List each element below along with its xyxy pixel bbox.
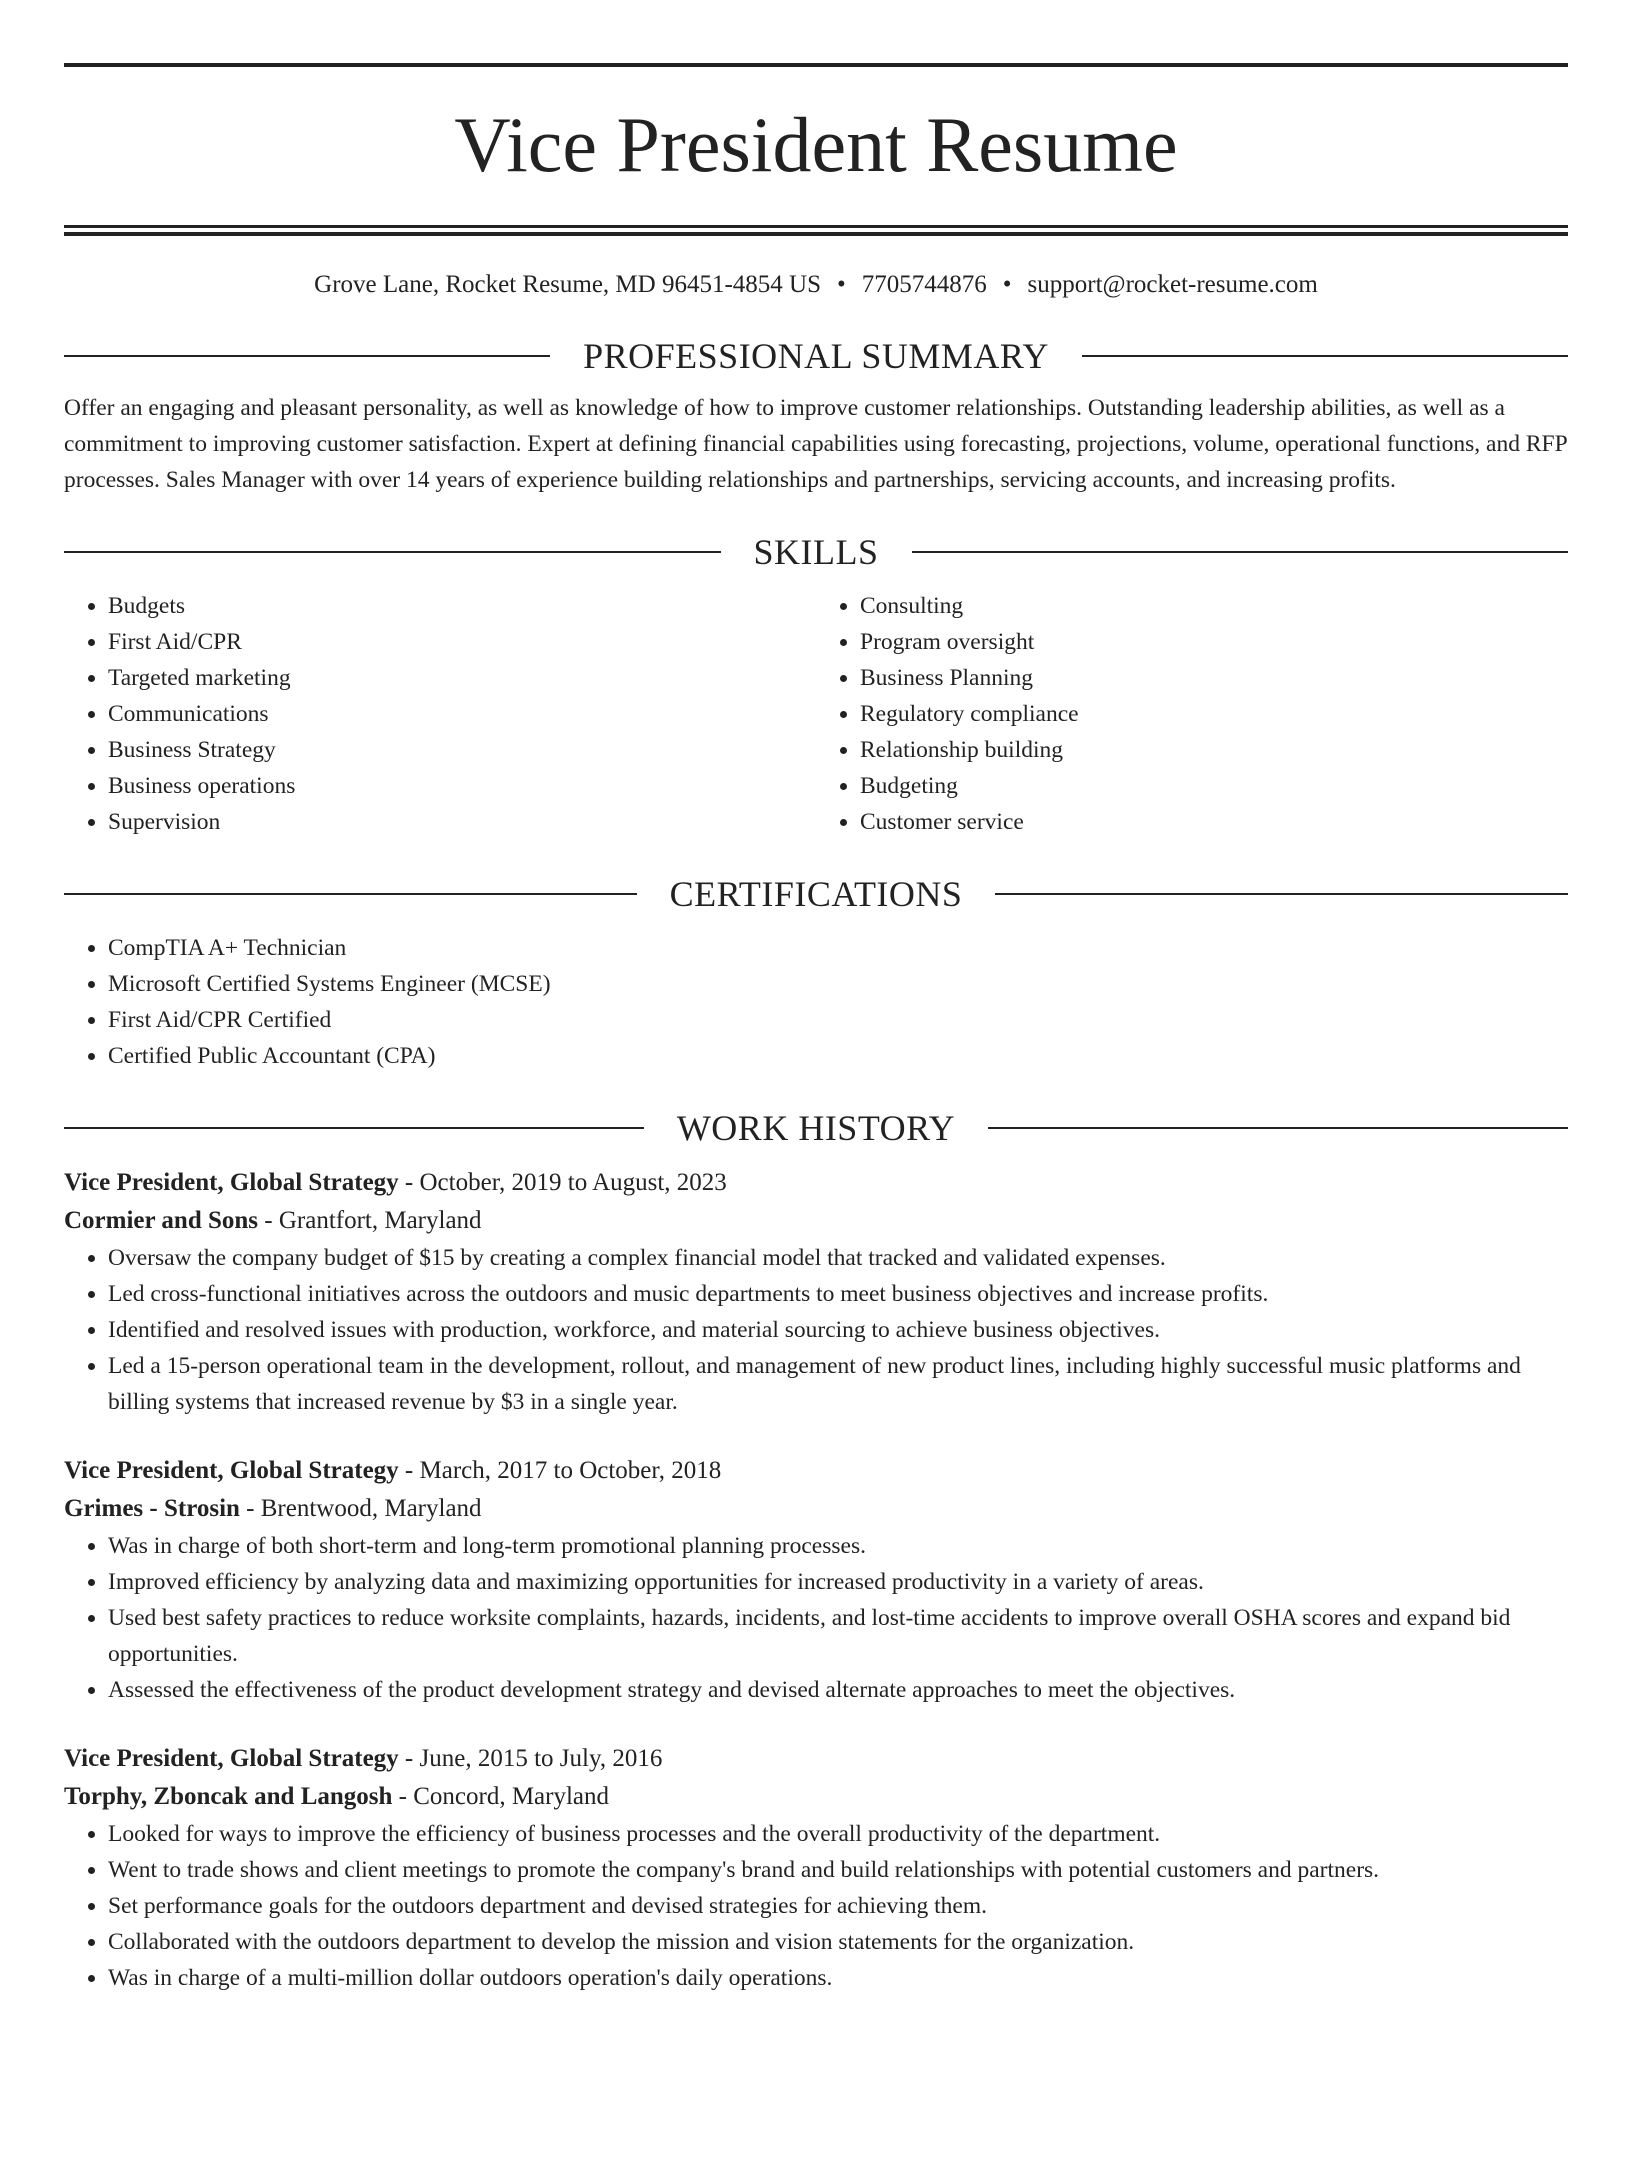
job-title: Vice President, Global Strategy [64, 1745, 399, 1772]
job-company: Torphy, Zboncak and Langosh [64, 1783, 393, 1810]
skills-grid [64, 588, 1568, 840]
heading-rule [64, 551, 721, 553]
job-title: Vice President, Global Strategy [64, 1169, 399, 1196]
top-rule [64, 63, 1568, 67]
skill-item: • Program oversight [860, 624, 1568, 660]
job-bullet: • Identified and resolved issues with production, workforce, and material sourcing to achieve business objectives. [108, 1312, 1568, 1348]
section-title: PROFESSIONAL SUMMARY [583, 336, 1049, 376]
title-double-rule [64, 225, 1568, 236]
certification-item: • First Aid/CPR Certified [108, 1002, 1568, 1038]
certifications-list [64, 930, 1568, 1074]
skill-item: • Customer service [860, 804, 1568, 840]
job-bullet: • Was in charge of a multi-million dollar outdoors operation's daily operations. [108, 1960, 1568, 1996]
job-company-line [64, 1778, 1568, 1816]
job-bullet: • Oversaw the company budget of $15 by creating a complex financial model that tracked and validated expenses. [108, 1240, 1568, 1276]
contact-email: support@rocket-resume.com [1027, 271, 1318, 298]
job-entry [64, 1164, 1568, 1420]
job-company: Grimes - Strosin [64, 1495, 240, 1522]
section-title: SKILLS [753, 532, 879, 572]
section-heading-certifications [64, 872, 1568, 916]
skill-item: • Budgets [108, 588, 816, 624]
job-location: - Grantfort, Maryland [258, 1207, 482, 1234]
contact-phone: 7705744876 [861, 271, 987, 298]
skill-item: • Relationship building [860, 732, 1568, 768]
job-company-line [64, 1490, 1568, 1528]
heading-rule [988, 1127, 1568, 1129]
job-title-line [64, 1740, 1568, 1778]
heading-rule [912, 551, 1569, 553]
job-dates: - June, 2015 to July, 2016 [398, 1745, 663, 1772]
job-bullets [64, 1240, 1568, 1420]
job-title: Vice President, Global Strategy [64, 1457, 399, 1484]
certification-item: • Certified Public Accountant (CPA) [108, 1038, 1568, 1074]
contact-address: Grove Lane, Rocket Resume, MD 96451-4854 US [314, 271, 822, 298]
job-bullet: • Went to trade shows and client meetings to promote the company's brand and build relationships with potential customers and partners. [108, 1852, 1568, 1888]
summary-text: Offer an engaging and pleasant personality, as well as knowledge of how to improve customer relationships. Outstanding leadership abilities, as well as a commitment to improving customer satisfaction. Expert at defining financial capabilities using forecasting, projections, volume, operational functions, and RFP processes. Sales Manager with over 14 years of experience building relationships and partnerships, servicing accounts, and increasing profits. [64, 395, 1567, 493]
job-entry [64, 1452, 1568, 1708]
skill-item: • Targeted marketing [108, 660, 816, 696]
job-bullet: • Looked for ways to improve the efficiency of business processes and the overall productivity of the department. [108, 1816, 1568, 1852]
job-title-line [64, 1164, 1568, 1202]
skill-item: • First Aid/CPR [108, 624, 816, 660]
heading-rule [64, 355, 550, 357]
section-title: WORK HISTORY [676, 1108, 956, 1148]
skills-column-right [816, 588, 1568, 840]
contact-separator: • [837, 271, 846, 298]
resume-page [0, 63, 1632, 2175]
skill-item: • Business Strategy [108, 732, 816, 768]
job-company: Cormier and Sons [64, 1207, 259, 1234]
skill-item: • Budgeting [860, 768, 1568, 804]
job-bullet: • Improved efficiency by analyzing data and maximizing opportunities for increased productivity in a variety of areas. [108, 1564, 1568, 1600]
job-dates: - October, 2019 to August, 2023 [398, 1169, 727, 1196]
resume-title: Vice President Resume [454, 101, 1178, 188]
skill-item: • Regulatory compliance [860, 696, 1568, 732]
job-entry [64, 1740, 1568, 1996]
skill-item: • Business operations [108, 768, 816, 804]
job-bullet: • Led cross-functional initiatives across the outdoors and music departments to meet business objectives and increase profits. [108, 1276, 1568, 1312]
job-bullet: • Collaborated with the outdoors department to develop the mission and vision statements for the organization. [108, 1924, 1568, 1960]
section-title: CERTIFICATIONS [669, 874, 963, 914]
contact-line [64, 268, 1568, 302]
skill-item: • Communications [108, 696, 816, 732]
job-dates: - March, 2017 to October, 2018 [398, 1457, 722, 1484]
job-bullets [64, 1528, 1568, 1708]
job-bullet: • Led a 15-person operational team in the development, rollout, and management of new product lines, including highly successful music platforms and billing systems that increased revenue by $3 in a single year. [108, 1348, 1568, 1420]
heading-rule [64, 893, 637, 895]
job-location: - Brentwood, Maryland [239, 1495, 482, 1522]
job-bullets [64, 1816, 1568, 1996]
certification-item: • Microsoft Certified Systems Engineer (MCSE) [108, 966, 1568, 1002]
skills-list-left [64, 588, 816, 840]
heading-rule [64, 1127, 644, 1129]
job-location: - Concord, Maryland [392, 1783, 610, 1810]
skill-item: • Consulting [860, 588, 1568, 624]
job-company-line [64, 1202, 1568, 1240]
skill-item: • Business Planning [860, 660, 1568, 696]
section-heading-work-history [64, 1106, 1568, 1150]
certification-item: • CompTIA A+ Technician [108, 930, 1568, 966]
section-heading-summary [64, 334, 1568, 378]
job-title-line [64, 1452, 1568, 1490]
job-bullet: • Was in charge of both short-term and long-term promotional planning processes. [108, 1528, 1568, 1564]
heading-rule [1082, 355, 1568, 357]
skills-column-left [64, 588, 816, 840]
job-bullet: • Used best safety practices to reduce worksite complaints, hazards, incidents, and lost-time accidents to improve overall OSHA scores and expand bid opportunities. [108, 1600, 1568, 1672]
job-bullet: • Set performance goals for the outdoors department and devised strategies for achieving them. [108, 1888, 1568, 1924]
job-bullet: • Assessed the effectiveness of the product development strategy and devised alternate approaches to meet the objectives. [108, 1672, 1568, 1708]
section-heading-skills [64, 530, 1568, 574]
skill-item: • Supervision [108, 804, 816, 840]
heading-rule [995, 893, 1568, 895]
contact-separator: • [1002, 271, 1012, 298]
certifications-block [64, 930, 1568, 1074]
skills-list-right [816, 588, 1568, 840]
